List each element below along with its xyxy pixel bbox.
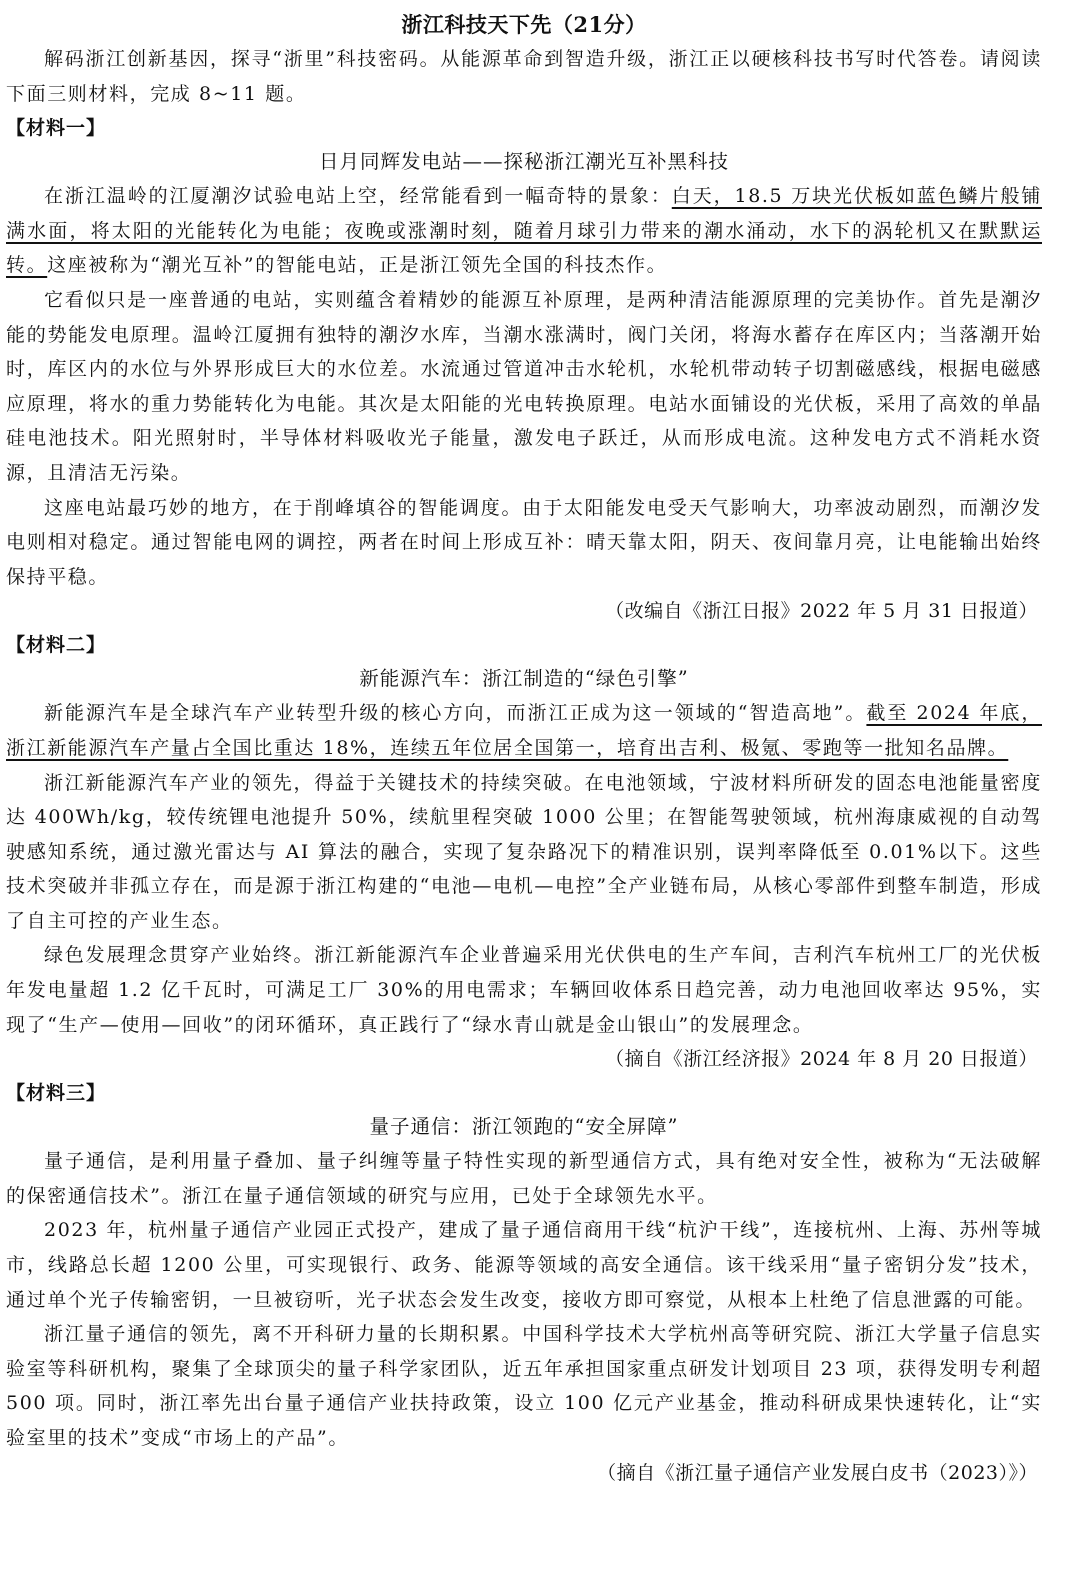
underlined-text: 白天，18.5 万块光伏板如蓝色鳞片般铺满水面，将太阳的光能转化为电能；夜晚或涨潮时刻，随着月球引力带来的潮水涌动，水下的涡轮机又在默默运转。 [6,185,1042,277]
material-two-paragraph-2: 浙江新能源汽车产业的领先，得益于关键技术的持续突破。在电池领域，宁波材料所研发的固态电池能量密度达 400Wh/kg，较传统锂电池提升 50%，续航里程突破 1000 公里；在智能驾驶领域，杭州海康威视的自动驾驶感知系统，通过激光雷达与 AI 算法的融合，实现了复杂路况下的精准识别，误判率降低至 0.01%以下。这些技术突破并非孤立存在，而是源于浙江构建的“电池—电机—电控”全产业链布局，从核心零部件到整车制造，形成了自主可控的产业生态。 [6,771,1042,932]
section-title: 浙江科技天下先（21分） [401,12,647,37]
material-two-label: 【材料二】 [6,634,107,657]
material-two-title: 新能源汽车：浙江制造的“绿色引擎” [359,667,689,691]
material-three-label: 【材料三】 [6,1082,107,1105]
intro-paragraph: 解码浙江创新基因，探寻“浙里”科技密码。从能源革命到智造升级，浙江正以硬核科技书写时代答卷。请阅读下面三则材料，完成 8~11 题。 [6,48,1042,105]
material-three-source: （摘自《浙江量子通信产业发展白皮书（2023）》） [597,1461,1038,1484]
underlined-text: 截至 2024 年底，浙江新能源汽车产量占全国比重达 18%，连续五年位居全国第一，培育出吉利、极氪、零跑等一批知名品牌。 [6,702,1042,759]
paragraph-text: 这座被称为“潮光互补”的智能电站，正是浙江领先全国的科技杰作。 [47,254,668,277]
material-one-paragraph-1 [6,179,1042,283]
material-three-title: 量子通信：浙江领跑的“安全屏障” [369,1115,679,1139]
paragraph-text: 新能源汽车是全球汽车产业转型升级的核心方向，而浙江正成为这一领域的“智造高地”。 [44,702,867,725]
material-three-paragraph-2: 2023 年，杭州量子通信产业园正式投产，建成了量子通信商用干线“杭沪干线”，连接杭州、上海、苏州等城市，线路总长超 1200 公里，可实现银行、政务、能源等领域的高安全通信。该干线采用“量子密钥分发”技术，通过单个光子传输密钥，一旦被窃听，光子状态会发生改变，接收方即可察觉，从根本上杜绝了信息泄露的可能。 [6,1219,1042,1311]
material-two-paragraph-1 [6,696,1042,765]
material-two-source: （摘自《浙江经济报》2024 年 8 月 20 日报道） [605,1048,1038,1071]
material-one-label: 【材料一】 [6,117,107,140]
material-two-paragraph-3: 绿色发展理念贯穿产业始终。浙江新能源汽车企业普遍采用光伏供电的生产车间，吉利汽车杭州工厂的光伏板年发电量超 1.2 亿千瓦时，可满足工厂 30%的用电需求；车辆回收体系日趋完善，动力电池回收率达 95%，实现了“生产—使用—回收”的闭环循环，真正践行了“绿水青山就是金山银山”的发展理念。 [6,944,1042,1036]
paragraph-text: 在浙江温岭的江厦潮汐试验电站上空，经常能看到一幅奇特的景象： [44,185,672,208]
material-three [6,1076,1042,1489]
material-one-source: （改编自《浙江日报》2022 年 5 月 31 日报道） [605,600,1038,623]
material-one [6,111,1042,628]
material-one-paragraph-3: 这座电站最巧妙的地方，在于削峰填谷的智能调度。由于太阳能发电受天气影响大，功率波动剧烈，而潮汐发电则相对稳定。通过智能电网的调控，两者在时间上形成互补：晴天靠太阳，阴天、夜间靠月亮，让电能输出始终保持平稳。 [6,496,1042,588]
material-two [6,628,1042,1076]
material-one-paragraph-2: 它看似只是一座普通的电站，实则蕴含着精妙的能源互补原理，是两种清洁能源原理的完美协作。首先是潮汐能的势能发电原理。温岭江厦拥有独特的潮汐水库，当潮水涨满时，阀门关闭，将海水蓄存在库区内；当落潮开始时，库区内的水位与外界形成巨大的水位差。水流通过管道冲击水轮机，水轮机带动转子切割磁感线，根据电磁感应原理，将水的重力势能转化为电能。其次是太阳能的光电转换原理。电站水面铺设的光伏板，采用了高效的单晶硅电池技术。阳光照射时，半导体材料吸收光子能量，激发电子跃迁，从而形成电流。这种发电方式不消耗水资源，且清洁无污染。 [6,288,1042,484]
material-three-paragraph-1: 量子通信，是利用量子叠加、量子纠缠等量子特性实现的新型通信方式，具有绝对安全性，被称为“无法破解的保密通信技术”。浙江在量子通信领域的研究与应用，已处于全球领先水平。 [6,1150,1042,1207]
material-one-title: 日月同辉发电站——探秘浙江潮光互补黑科技 [318,150,729,174]
material-three-paragraph-3: 浙江量子通信的领先，离不开科研力量的长期积累。中国科学技术大学杭州高等研究院、浙江大学量子信息实验室等科研机构，聚集了全球顶尖的量子科学家团队，近五年承担国家重点研发计划项目 23 项，获得发明专利超 500 项。同时，浙江率先出台量子通信产业扶持政策，设立 100 亿元产业基金，推动科研成果快速转化，让“实验室里的技术”变成“市场上的产品”。 [6,1323,1042,1449]
